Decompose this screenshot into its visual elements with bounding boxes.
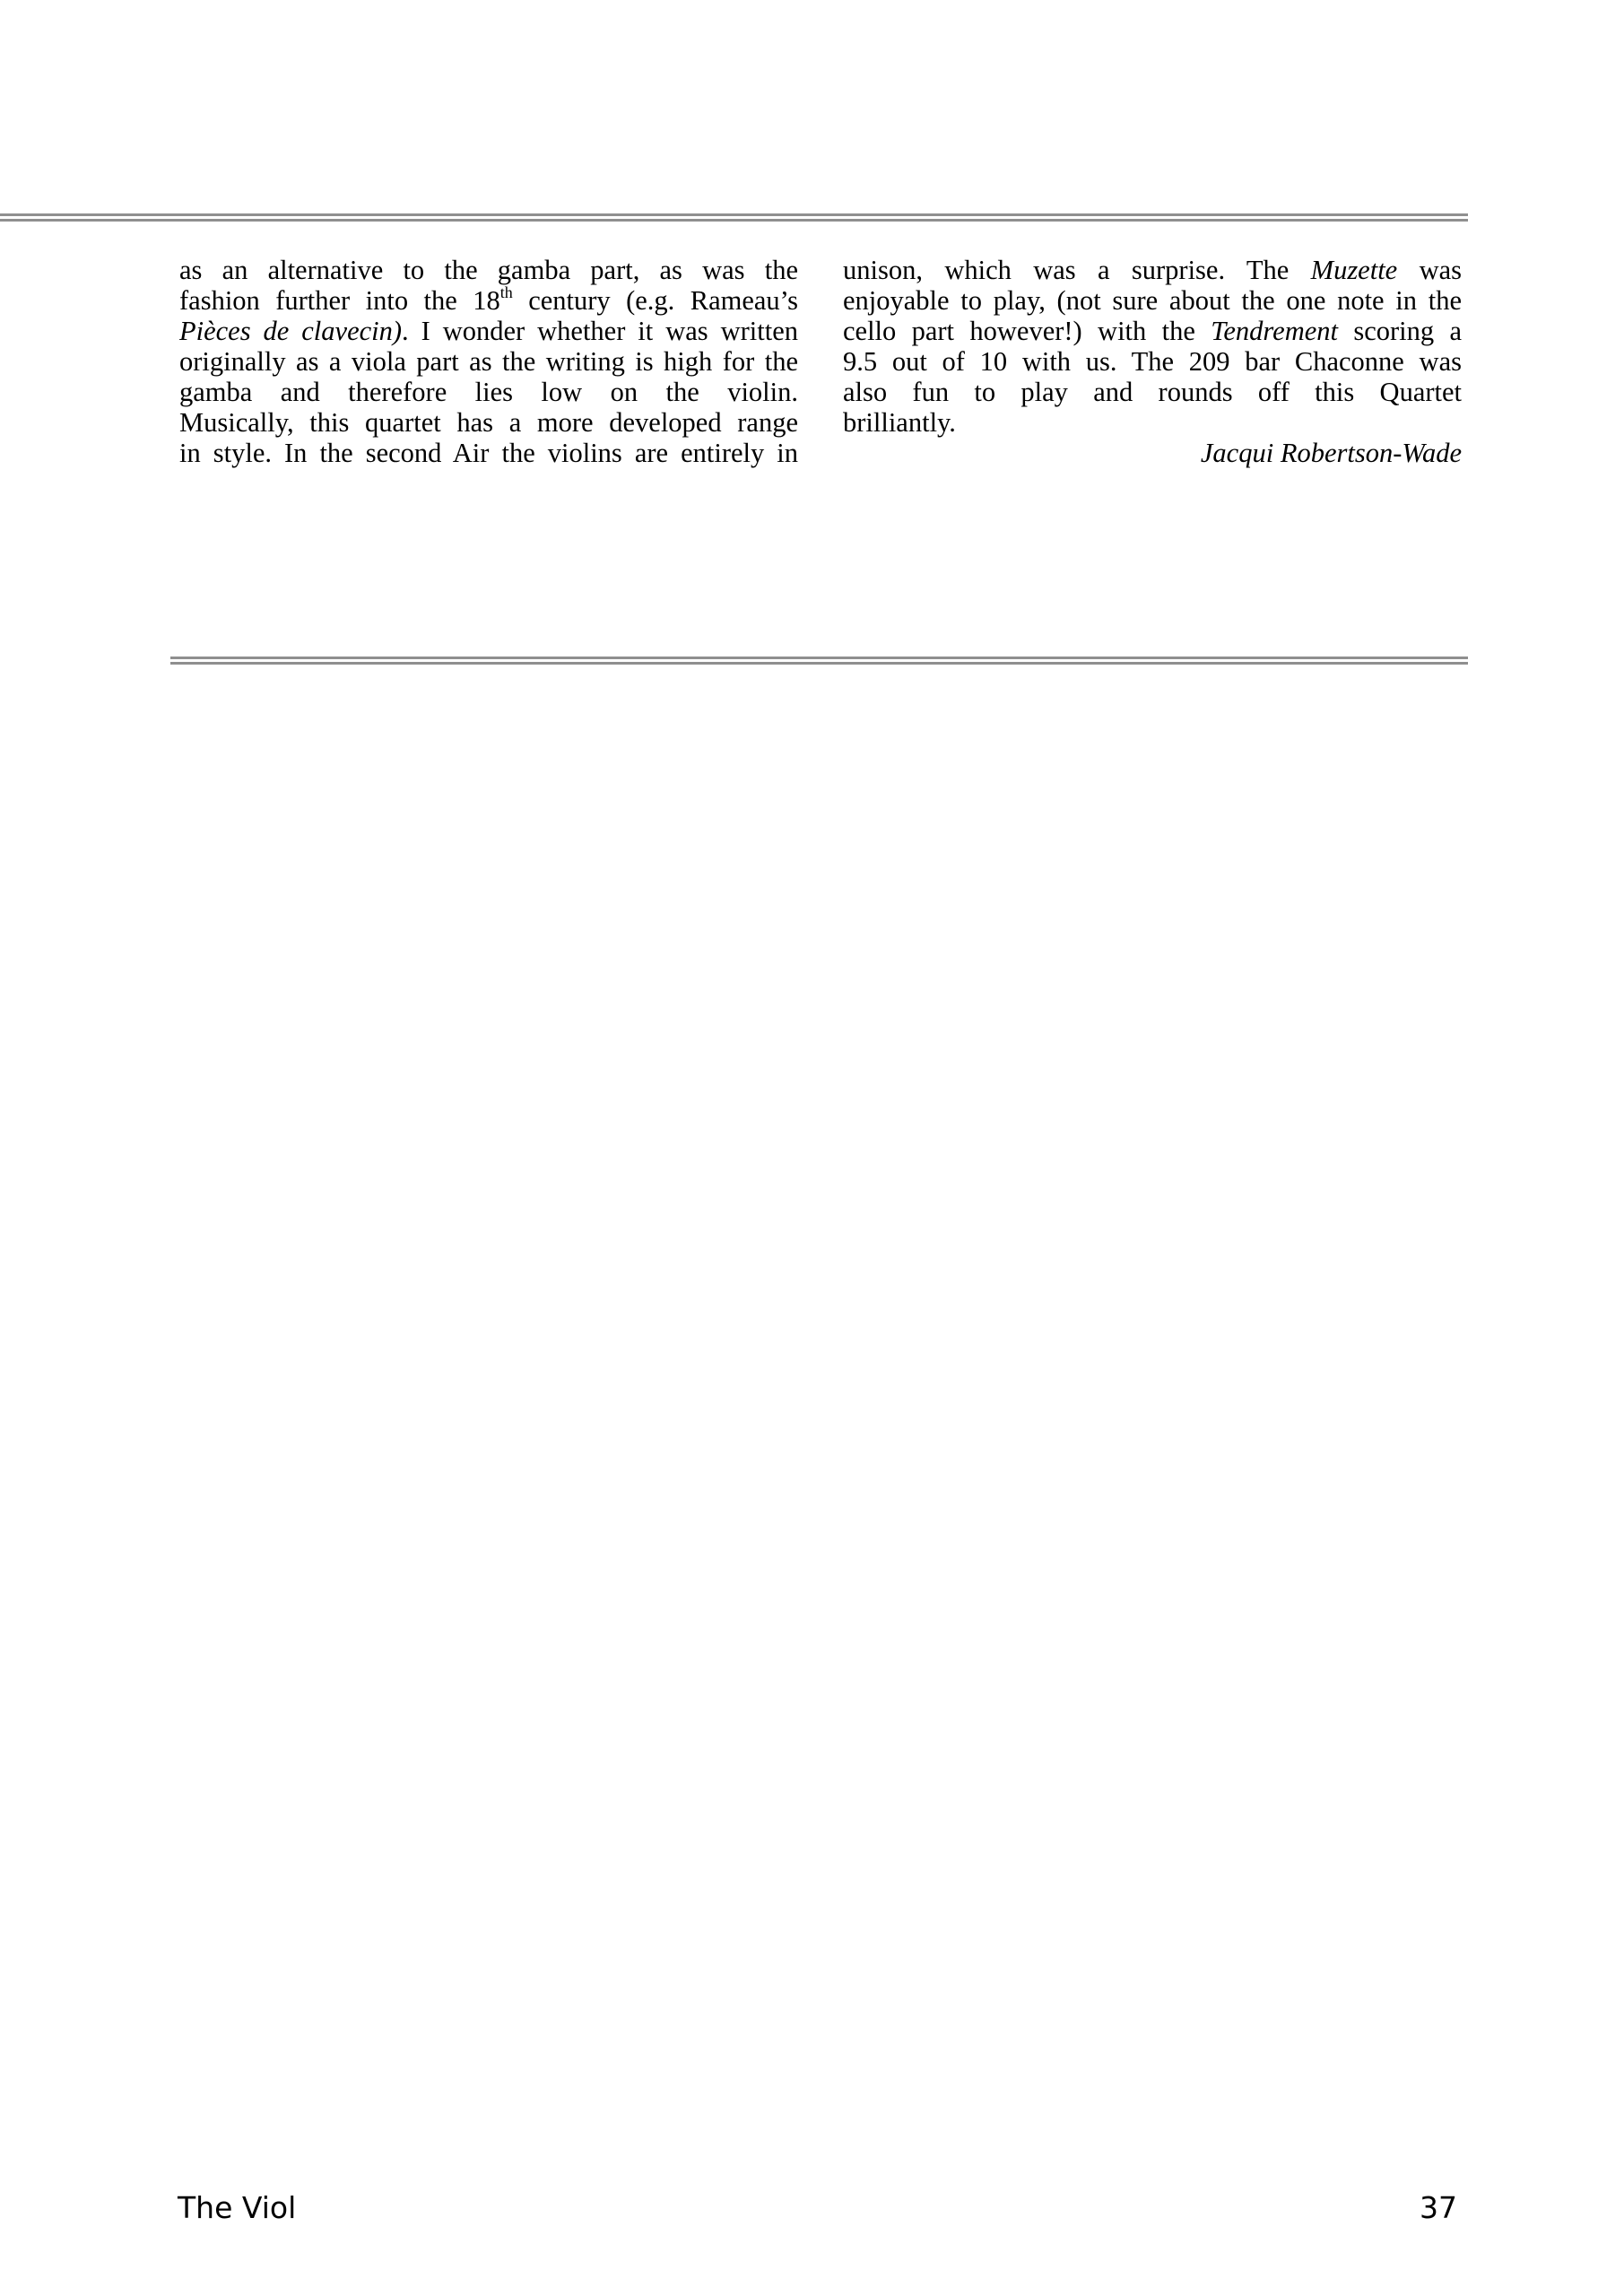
text-line: brilliantly. bbox=[843, 407, 956, 438]
footer-page-number: 37 bbox=[1420, 2190, 1457, 2225]
article-left-column bbox=[179, 255, 798, 468]
text-line: also fun to play and rounds off this Quartet bbox=[843, 377, 1462, 407]
text-line: unison, which was a surprise. The Muzette was bbox=[843, 255, 1463, 285]
text-line: in style. In the second Air the violins are entirely in bbox=[179, 438, 798, 468]
movement-title-italic: Tendrement bbox=[1211, 316, 1338, 346]
text-line: gamba and therefore lies low on the violin. bbox=[179, 377, 798, 407]
bottom-divider-rule bbox=[170, 657, 1468, 665]
footer-publication-title: The Viol bbox=[178, 2190, 297, 2225]
author-signature: Jacqui Robertson-Wade bbox=[1200, 438, 1462, 468]
ordinal-superscript: th bbox=[499, 283, 513, 301]
text-line: fashion further into the 18th century (e.g. Rameau’s bbox=[179, 283, 799, 316]
text-line: as an alternative to the gamba part, as was the bbox=[179, 255, 798, 285]
work-title-italic: Pièces de clavecin) bbox=[179, 316, 403, 346]
text-line: originally as a viola part as the writing is high for the bbox=[179, 346, 798, 377]
article-right-column bbox=[843, 255, 1462, 468]
movement-title-italic: Muzette bbox=[1310, 255, 1398, 285]
text-line: cello part however!) with the Tendrement scoring a bbox=[843, 316, 1462, 346]
text-line: Musically, this quartet has a more developed range bbox=[179, 407, 798, 438]
text-line: 9.5 out of 10 with us. The 209 bar Chaconne was bbox=[843, 346, 1462, 377]
text-line: enjoyable to play, (not sure about the one note in the bbox=[843, 285, 1462, 316]
top-divider-rule bbox=[0, 213, 1468, 222]
text-line: Pièces de clavecin). I wonder whether it was written bbox=[179, 316, 798, 346]
